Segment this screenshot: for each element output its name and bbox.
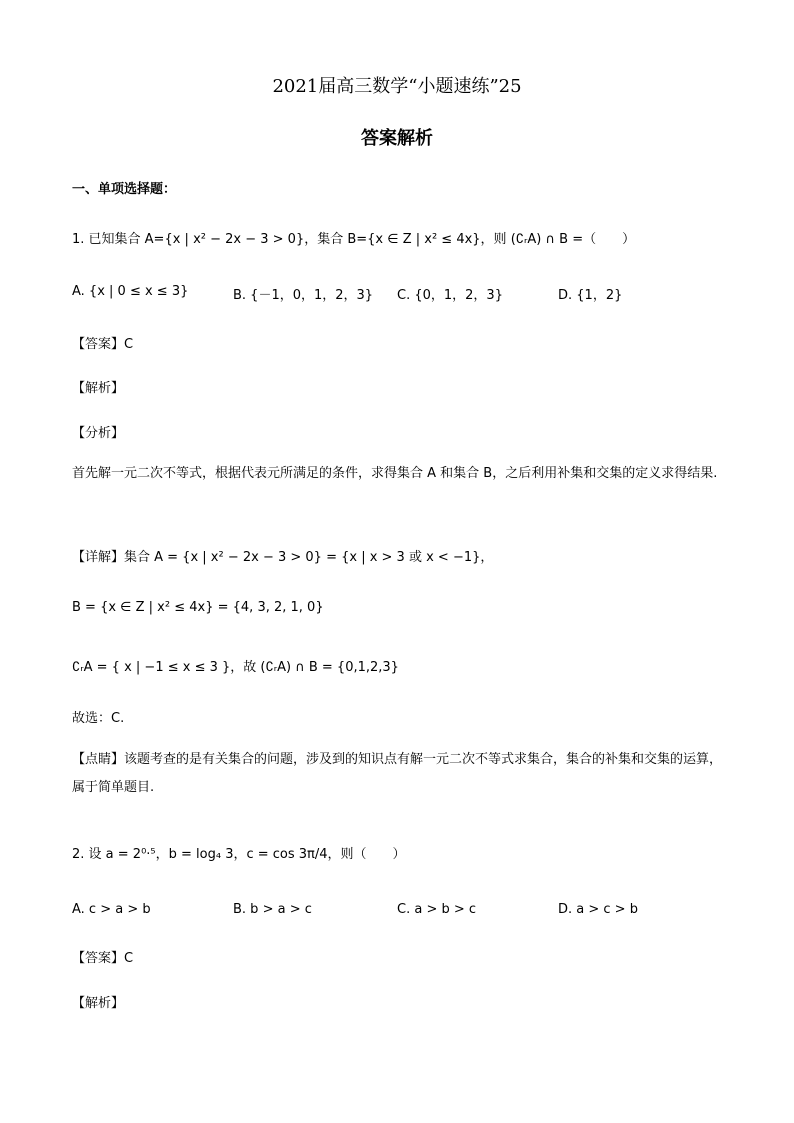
q2-option-c: C. a > b > c [397, 902, 477, 917]
document-title: 2021届高三数学“小题速练”25 [272, 76, 522, 97]
q1-choice: 故选：C. [72, 711, 125, 726]
q1-detail-line-3: ∁ᵣA = { x | −1 ≤ x ≤ 3 }，故 (∁ᵣA) ∩ B = {0,1,2,3} [72, 660, 399, 675]
q1-answer: 【答案】C [72, 337, 134, 352]
q1-option-a: A. {x | 0 ≤ x ≤ 3} [72, 284, 189, 299]
q2-stem: 2. 设 a = 2⁰·⁵，b = log₄ 3，c = cos 3π/4，则（ ） [72, 847, 406, 862]
section-heading: 一、单项选择题： [72, 182, 177, 197]
q1-option-d: D. {1，2} [558, 288, 623, 303]
q1-analysis-label: 【解析】 [72, 381, 125, 396]
q1-option-c: C. {0，1，2，3} [397, 288, 503, 303]
q1-fenxi-text: 首先解一元二次不等式，根据代表元所满足的条件，求得集合 A 和集合 B，之后利用补集和交集的定义求得结果. [72, 466, 718, 481]
q1-detail-line-2: B = {x ∈ Z | x² ≤ 4x} = {4, 3, 2, 1, 0} [72, 600, 324, 615]
q1-fenxi-label: 【分析】 [72, 426, 125, 441]
q2-answer: 【答案】C [72, 951, 134, 966]
q2-option-d: D. a > c > b [558, 902, 638, 917]
q2-option-b: B. b > a > c [233, 902, 312, 917]
q2-analysis-label: 【解析】 [72, 996, 125, 1011]
q1-stem: 1. 已知集合 A={x | x² − 2x − 3 > 0}，集合 B={x ∈ Z | x² ≤ 4x}，则 (∁ᵣA) ∩ B =（ ） [72, 232, 636, 247]
q2-option-a: A. c > a > b [72, 902, 151, 917]
q1-option-b: B. {－1，0，1，2，3} [233, 288, 374, 303]
q1-comment: 【点睛】该题考查的是有关集合的问题，涉及到的知识点有解一元二次不等式求集合，集合的补集和交集的运算，属于简单题目. [72, 752, 723, 795]
document-subtitle: 答案解析 [361, 128, 433, 149]
q1-detail-line-1: 【详解】集合 A = {x | x² − 2x − 3 > 0} = {x | x > 3 或 x < −1}， [72, 550, 494, 565]
